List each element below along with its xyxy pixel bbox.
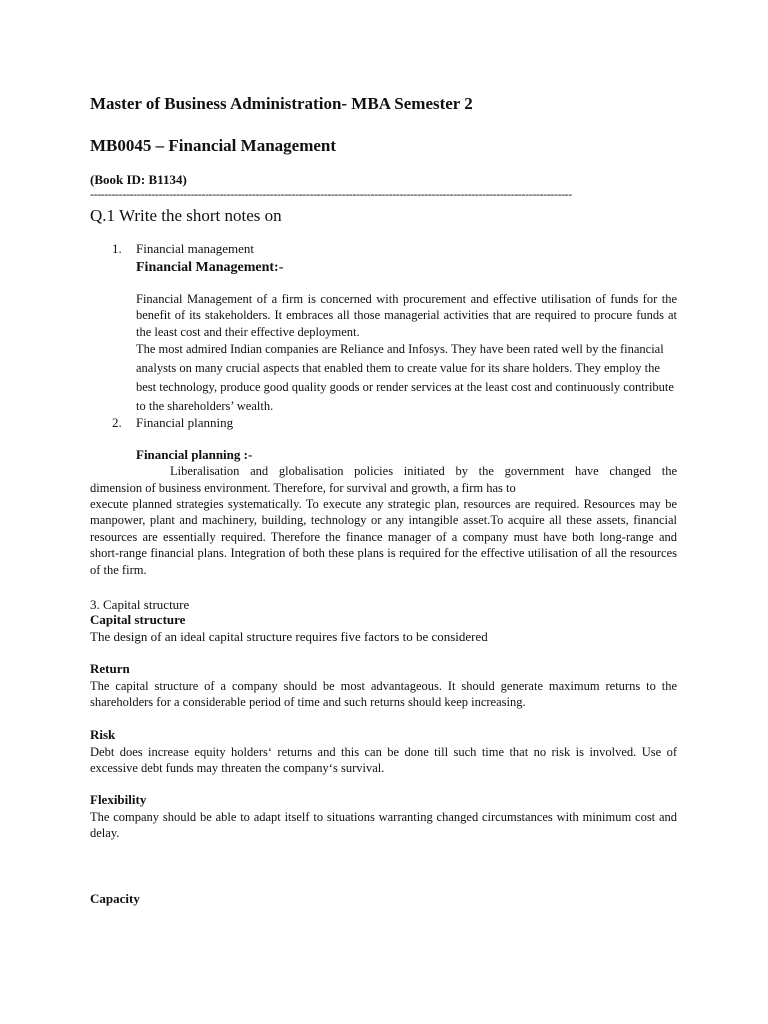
list-label: Financial management <box>136 241 255 256</box>
factor-text-risk: Debt does increase equity holders‘ returns and this can be done till such time that no risk is involved. Use of excessive debt funds may threaten the company‘s survival. <box>90 745 677 776</box>
question-heading: Q.1 Write the short notes on <box>90 206 282 225</box>
factor-text-return: The capital structure of a company should be most advantageous. It should generate maximum returns to the shareholders for a considerable period of time and such returns should keep increasing. <box>90 679 677 710</box>
paragraph-financial-planning-line1: Liberalisation and globalisation policies initiated by the government have changed the <box>170 464 677 478</box>
paragraph-financial-management-1: Financial Management of a firm is concerned with procurement and effective utilisation of funds for the benefit of its stakeholders. It embraces all those managerial activities that are required to procure funds at the least cost and their effective deployment. <box>136 292 677 339</box>
factor-heading-capacity: Capacity <box>90 891 140 906</box>
paragraph-financial-planning: execute planned strategies systematically. To execute any strategic plan, resources are required. Resources may be manpower, plant and machinery, building, technology or any intangible asset.To acquire all these assets, financial resources are essentially required. Therefore the finance manager of a company must have both long-range and short-range financial plans. Integration of both these plans is required for the effective utilisation of all the resources of the firm. <box>90 497 677 577</box>
factor-heading-return: Return <box>90 661 130 676</box>
factor-heading-flexibility: Flexibility <box>90 792 147 807</box>
section-heading-financial-planning: Financial planning :- <box>136 447 253 462</box>
list-item-capital-structure: 3. Capital structure <box>90 597 190 612</box>
list-number: 1. <box>112 241 122 256</box>
course-title: MB0045 – Financial Management <box>90 136 337 155</box>
paragraph-financial-planning-line2: dimension of business environment. Therefore, for survival and growth, a firm has to <box>90 481 516 495</box>
document-title: Master of Business Administration- MBA Semester 2 <box>90 94 473 113</box>
list-item-financial-management <box>112 241 254 257</box>
factor-text-flexibility: The company should be able to adapt itself to situations warranting changed circumstances with minimum cost and delay. <box>90 810 677 841</box>
dashed-divider: -------------------------------------------------------------------------------------------------------------------------------------- <box>90 187 572 201</box>
capital-structure-intro: The design of an ideal capital structure requires five factors to be considered <box>90 629 488 644</box>
list-label: Financial planning <box>136 415 234 430</box>
factor-heading-risk: Risk <box>90 727 116 742</box>
section-heading-capital-structure: Capital structure <box>90 612 186 627</box>
book-id: (Book ID: B1134) <box>90 172 187 187</box>
list-number: 2. <box>112 415 122 430</box>
list-item-financial-planning <box>112 415 233 431</box>
paragraph-financial-management-2: The most admired Indian companies are Reliance and Infosys. They have been rated well by the financial analysts on many crucial aspects that enabled them to create value for its share holders. They employ the best technology, produce good quality goods or render services at the least cost and continuously contribute to the shareholders’ wealth. <box>136 342 674 413</box>
section-heading-financial-management: Financial Management:- <box>136 260 284 275</box>
